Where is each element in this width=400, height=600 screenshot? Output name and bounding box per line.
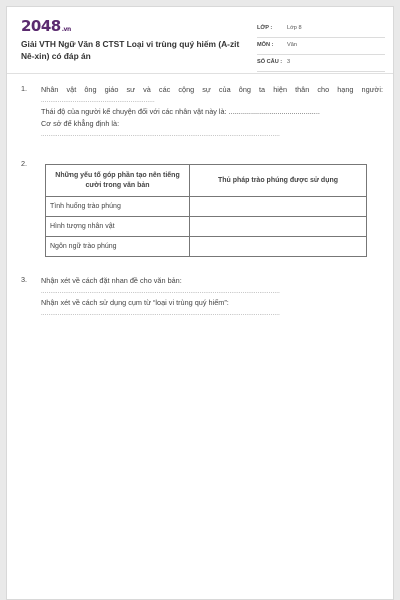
table-row xyxy=(46,237,367,257)
question-number: 1. xyxy=(21,84,28,93)
answer-table xyxy=(45,164,367,257)
question-1 xyxy=(21,84,383,144)
meta-value: 3 xyxy=(287,59,291,65)
meta-row-class xyxy=(257,21,385,38)
meta-row-subject xyxy=(257,38,385,55)
table-row xyxy=(46,217,367,237)
table-header-cell: Thủ pháp trào phúng được sử dụng xyxy=(190,165,367,197)
meta-value: Lớp 8 xyxy=(287,25,302,31)
question-text: Thái độ của người kể chuyện đối với các nhân vật này là: ............................................. xyxy=(41,107,320,116)
header-divider xyxy=(7,73,393,74)
table-cell: Hình tượng nhân vật xyxy=(46,217,190,237)
logo-suffix: .vn xyxy=(61,26,71,33)
table-cell: Ngôn ngữ trào phúng xyxy=(46,237,190,257)
document-page xyxy=(6,6,394,600)
question-text: Cơ sở để khẳng định là: xyxy=(41,119,120,128)
answer-blank[interactable]: ................................................................................................................................ xyxy=(41,132,280,138)
table-row xyxy=(46,197,367,217)
answer-blank[interactable]: ................................................................................................................................ xyxy=(41,311,280,317)
meta-key: LỚP : xyxy=(257,25,273,31)
logo-text: 2048 xyxy=(21,17,61,35)
table-header-cell: Những yếu tố góp phần tạo nên tiếng cười trong văn bản xyxy=(46,165,190,197)
document-title: Giải VTH Ngữ Văn 8 CTST Loại vi trùng quý hiếm (A-zit Nê-xin) có đáp án xyxy=(21,39,240,61)
question-number: 2. xyxy=(21,159,28,168)
meta-key: MÔN : xyxy=(257,42,274,48)
meta-row-question-count xyxy=(257,55,385,72)
question-text: Nhận xét về cách sử dụng cụm từ “loại vi trùng quý hiếm”: xyxy=(41,298,229,307)
table-cell: Tình huống trào phúng xyxy=(46,197,190,217)
meta-value: Văn xyxy=(287,42,297,48)
answer-blank[interactable]: ............................................................. xyxy=(41,98,155,104)
answer-blank[interactable]: ................................................................................................................................ xyxy=(41,289,280,295)
meta-key: SỐ CÂU : xyxy=(257,59,283,65)
table-header-row xyxy=(46,165,367,197)
question-text: Nhận xét về cách đặt nhan đề cho văn bản: xyxy=(41,276,182,285)
site-logo[interactable] xyxy=(21,17,71,35)
question-3 xyxy=(21,275,383,325)
question-text: Nhân vật ông giáo sư và các cộng sự của ông ta hiện thân cho hạng người: xyxy=(41,85,383,94)
document-meta xyxy=(257,21,385,72)
question-number: 3. xyxy=(21,275,28,284)
table-answer-cell[interactable] xyxy=(190,197,367,217)
table-answer-cell[interactable] xyxy=(190,217,367,237)
table-answer-cell[interactable] xyxy=(190,237,367,257)
